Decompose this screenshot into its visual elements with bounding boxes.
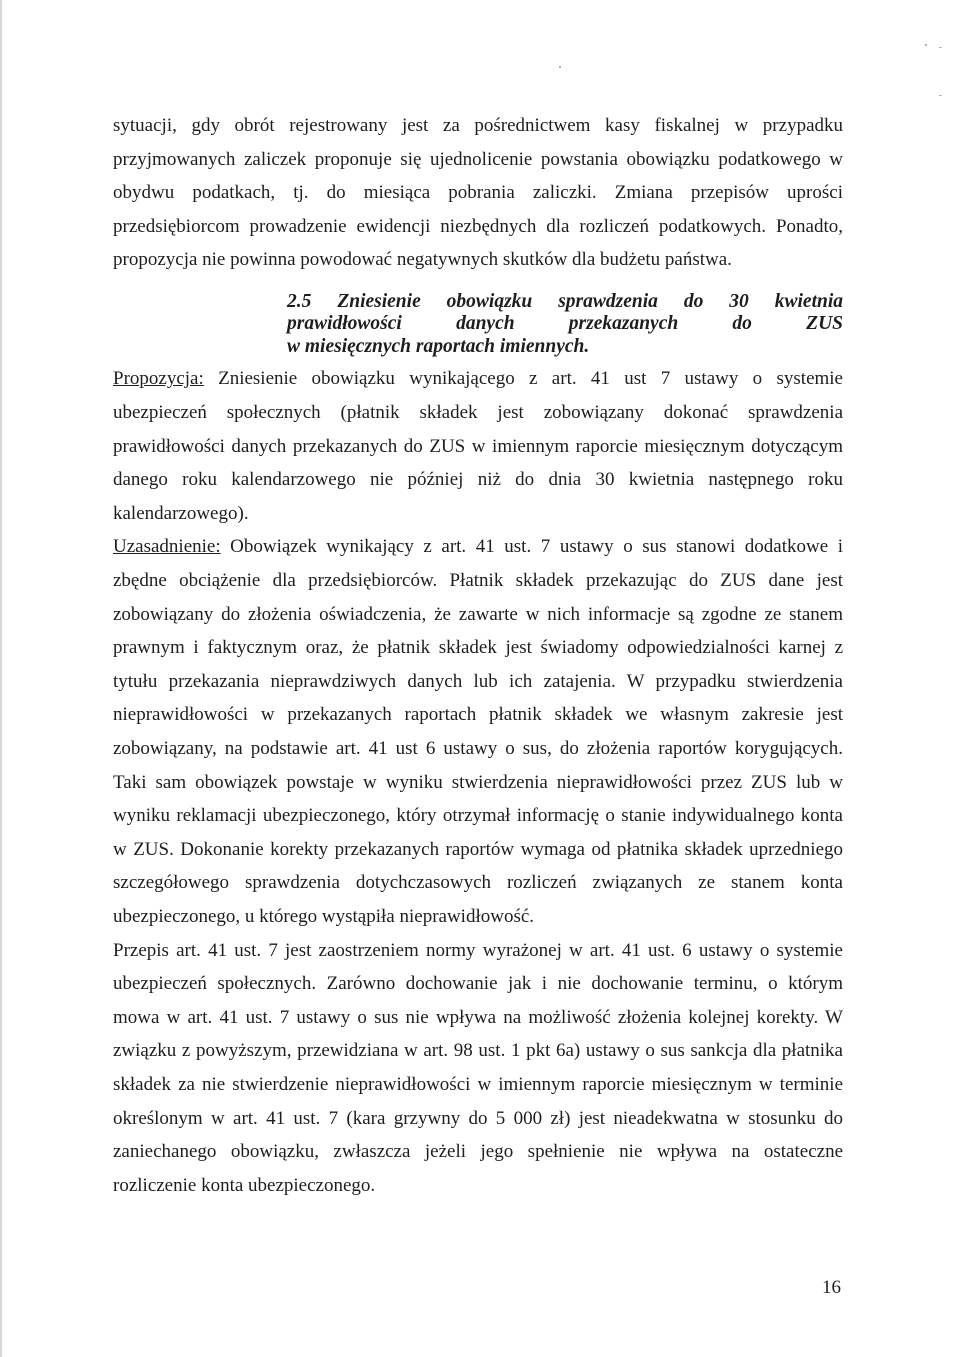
text-line: określonym w art. 41 ust. 7 (kara grzywny do 5 000 zł) jest nieadekwatna w stosunku do [113,1107,843,1129]
text-line: propozycja nie powinna powodować negatywnych skutków dla budżetu państwa. [113,249,732,271]
paragraph-1 [113,109,843,277]
text-line [113,362,843,396]
text-line: ubezpieczeń społecznych (płatnik składek jest zobowiązany dokonać sprawdzenia [113,402,843,424]
text-line: związku z powyższym, przewidziana w art. 98 ust. 1 pkt 6a) ustawy o sus sankcja dla płatnika [113,1040,843,1062]
text-line: rozliczenie konta ubezpieczonego. [113,1174,376,1196]
scan-speck [939,95,942,96]
text-line: mowa w art. 41 ust. 7 ustawy o sus nie wpływa na możliwość złożenia kolejnej korekty. W [113,1006,843,1028]
proposal-label: Propozycja: [113,368,204,390]
text-line: prawnym i faktycznym oraz, że płatnik składek jest świadomy odpowiedzialności karnej z [113,637,843,659]
page-content [113,109,843,1202]
justification-label: Uzasadnienie: [113,536,221,558]
text-line: w ZUS. Dokonanie korekty przekazanych raportów wymaga od płatnika składek uprzedniego [113,838,843,860]
text-line: przedsiębiorcom prowadzenie ewidencji niezbędnych dla rozliczeń podatkowych. Ponadto, [113,215,843,237]
proposal-paragraph [113,362,843,530]
scan-speck [559,66,561,68]
scan-speck [925,44,927,46]
section-heading-line: prawidłowości danych przekazanych do ZUS [287,313,843,335]
text-line: nieprawidłowości w przekazanych raportach płatnik składek we własnym zakresie jest [113,704,843,726]
text-line: przyjmowanych zaliczek proponuje się ujednolicenie powstania obowiązku podatkowego w [113,148,843,170]
text-line: prawidłowości danych przekazanych do ZUS w imiennym raporcie miesięcznym dotyczącym [113,435,843,457]
justification-paragraph [113,530,843,933]
text-line [113,530,843,564]
text-line: ubezpieczeń społecznych. Zarówno dochowanie jak i nie dochowanie terminu, o którym [113,973,843,995]
text-line: Taki sam obowiązek powstaje w wyniku stwierdzenia nieprawidłowości przez ZUS lub w [113,771,843,793]
text-line: zbędne obciążenie dla przedsiębiorców. Płatnik składek przekazując do ZUS dane jest [113,570,843,592]
text-line: kalendarzowego). [113,502,249,524]
text-run: Obowiązek wynikający z art. 41 ust. 7 ustawy o sus stanowi dodatkowe i [220,536,843,558]
text-line: zobowiązany do złożenia oświadczenia, że zawarte w nich informacje są zgodne ze stanem [113,603,843,625]
page-number: 16 [822,1277,841,1298]
section-heading-line: 2.5 Zniesienie obowiązku sprawdzenia do 30 kwietnia [287,290,843,312]
text-line: tytułu przekazania nieprawdziwych danych lub ich zatajenia. W przypadku stwierdzenia [113,670,843,692]
final-paragraph [113,934,843,1203]
text-line: Przepis art. 41 ust. 7 jest zaostrzeniem normy wyrażonej w art. 41 ust. 6 ustawy o systemie [113,939,843,961]
text-line: szczegółowego sprawdzenia dotychczasowych rozliczeń związanych ze stanem konta [113,872,843,894]
text-line: zobowiązany, na podstawie art. 41 ust 6 ustawy o sus, do złożenia raportów korygujących. [113,738,843,759]
scan-speck [939,47,942,48]
text-run: Zniesienie obowiązku wynikającego z art. 41 ust 7 ustawy o systemie [203,368,843,390]
text-line: sytuacji, gdy obrót rejestrowany jest za pośrednictwem kasy fiskalnej w przypadku [113,115,843,136]
text-line: składek za nie stwierdzenie nieprawidłowości w imiennym raporcie miesięcznym w terminie [113,1073,843,1095]
text-line: obydwu podatkach, tj. do miesiąca pobrania zaliczki. Zmiana przepisów uprości [113,182,843,204]
text-line: wyniku reklamacji ubezpieczonego, który otrzymał informację o stanie indywidualnego konta [113,805,843,827]
text-line: ubezpieczonego, u którego wystąpiła nieprawidłowość. [113,905,535,927]
text-line: zaniechanego obowiązku, zwłaszcza jeżeli jego spełnienie nie wpływa na ostateczne [113,1141,843,1163]
text-line: danego roku kalendarzowego nie później niż do dnia 30 kwietnia następnego roku [113,469,843,491]
section-heading-line: w miesięcznych raportach imiennych. [287,335,590,357]
section-heading [113,291,843,359]
